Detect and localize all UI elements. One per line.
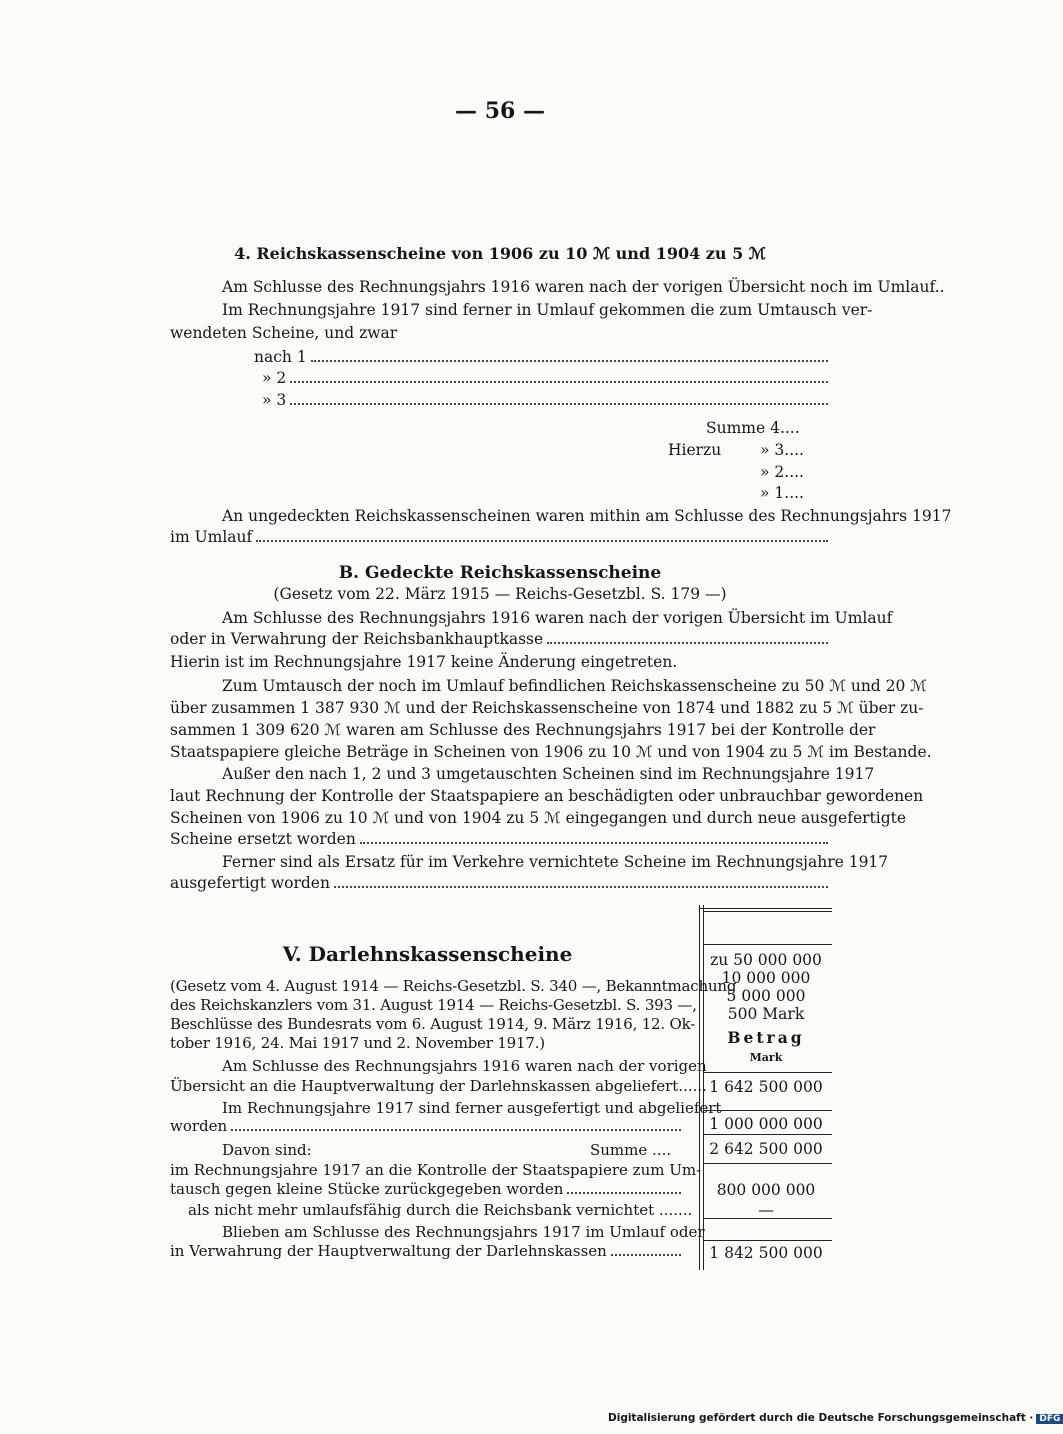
- column-value-2: 1 000 000 000: [709, 1115, 823, 1133]
- section-4-item-3: » 3: [262, 391, 832, 409]
- section-4-line-2: Im Rechnungsjahre 1917 sind ferner in Umlauf gekommen die zum Umtausch ver-: [222, 301, 873, 319]
- section-4-summe: Summe 4....: [706, 419, 800, 437]
- section-b-p3-line-4: Staatspapiere gleiche Beträge in Scheinen von 1906 zu 10 ℳ und von 1904 zu 5 ℳ im Bestande.: [170, 743, 932, 761]
- column-denom-3: 5 000 000: [726, 987, 806, 1005]
- section-v-r5-line-2: in Verwahrung der Hauptverwaltung der Darlehnskassen: [170, 1242, 685, 1260]
- section-b-p3-line-1: Zum Umtausch der noch im Umlauf befindlichen Reichskassenscheine zu 50 ℳ und 20 ℳ: [222, 677, 927, 695]
- column-betrag-header: Betrag: [727, 1028, 805, 1047]
- table-top-rule-2: [704, 911, 832, 912]
- section-b-law: (Gesetz vom 22. März 1915 — Reichs-Gesetzbl. S. 179 —): [273, 585, 727, 603]
- section-4-line-1: Am Schlusse des Rechnungsjahrs 1916 waren nach der vorigen Übersicht noch im Umlauf..: [222, 278, 945, 296]
- section-b-p5-line-1: Ferner sind als Ersatz für im Verkehre vernichtete Scheine im Rechnungsjahre 1917: [222, 853, 889, 871]
- section-b-p2: Hierin ist im Rechnungsjahre 1917 keine Änderung eingetreten.: [170, 653, 678, 671]
- section-4-ungedeckt-line-1: An ungedeckten Reichskassenscheinen waren mithin am Schlusse des Rechnungsjahrs 1917: [222, 507, 952, 525]
- table-row-rule-5: [704, 1240, 832, 1241]
- section-4-item-2: » 2: [262, 369, 832, 387]
- section-v-law-2: des Reichskanzlers vom 31. August 1914 — Reichs-Gesetzbl. S. 393 —,: [170, 996, 697, 1014]
- section-b-p1-line-2: oder in Verwahrung der Reichsbankhauptkasse: [170, 630, 832, 648]
- section-b-p3-line-2: über zusammen 1 387 930 ℳ und der Reichskassenscheine von 1874 und 1882 zu 5 ℳ über zu-: [170, 699, 924, 717]
- column-denom-4: 500 Mark: [727, 1005, 805, 1023]
- section-v-r1-line-2: Übersicht an die Hauptverwaltung der Darlehnskassen abgeliefert......: [170, 1077, 707, 1095]
- section-v-title: V. Darlehnskassenscheine: [282, 942, 573, 966]
- section-v-law-3: Beschlüsse des Bundesrats vom 6. August 1914, 9. März 1916, 12. Ok-: [170, 1015, 696, 1033]
- section-v-law-1: (Gesetz vom 4. August 1914 — Reichs-Gesetzbl. S. 340 —, Bekanntmachung: [170, 977, 737, 995]
- dfg-logo: DFG: [1036, 1414, 1063, 1424]
- column-denom-2: 10 000 000: [721, 969, 811, 987]
- section-v-r2-line-2: worden: [170, 1117, 685, 1135]
- section-4-ungedeckt-line-2: im Umlauf: [170, 528, 832, 546]
- table-header-rule: [704, 944, 832, 945]
- section-b-p4-line-4: Scheine ersetzt worden: [170, 830, 832, 848]
- column-value-3: 2 642 500 000: [709, 1140, 823, 1158]
- section-v-r5-line-1: Blieben am Schlusse des Rechnungsjahrs 1917 im Umlauf oder: [222, 1223, 705, 1241]
- table-top-rule: [699, 908, 832, 909]
- section-4-title: 4. Reichskassenscheine von 1906 zu 10 ℳ und 1904 zu 5 ℳ: [234, 244, 766, 263]
- section-b-p4-line-2: laut Rechnung der Kontrolle der Staatspapiere an beschädigten oder unbrauchbar gewordenen: [170, 787, 924, 805]
- column-value-6: 1 842 500 000: [709, 1244, 823, 1262]
- column-value-5: —: [758, 1201, 774, 1219]
- section-4-hierzu-label: Hierzu: [668, 441, 722, 459]
- section-b-title: B. Gedeckte Reichskassenscheine: [338, 563, 662, 583]
- column-denom-1: zu 50 000 000: [710, 951, 822, 969]
- table-betrag-rule: [704, 1072, 832, 1073]
- section-v-r3-line-2: tausch gegen kleine Stücke zurückgegeben worden: [170, 1180, 685, 1198]
- footer-credit: Digitalisierung gefördert durch die Deutsche Forschungsgemeinschaft · DFG: [608, 1412, 1063, 1424]
- section-b-p4-line-3: Scheinen von 1906 zu 10 ℳ und von 1904 zu 5 ℳ eingegangen und durch neue ausgefertigte: [170, 809, 907, 827]
- section-4-hierzu-3: » 3....: [760, 441, 804, 459]
- section-v-davon: Davon sind:: [222, 1141, 312, 1159]
- column-value-1: 1 642 500 000: [709, 1078, 823, 1096]
- section-v-r2-line-1: Im Rechnungsjahre 1917 sind ferner ausgefertigt und abgeliefert: [222, 1099, 722, 1117]
- section-v-r1-line-1: Am Schlusse des Rechnungsjahrs 1916 waren nach der vorigen: [222, 1057, 707, 1075]
- section-b-p3-line-3: sammen 1 309 620 ℳ waren am Schlusse des Rechnungsjahrs 1917 bei der Kontrolle der: [170, 721, 876, 739]
- section-b-p5-line-2: ausgefertigt worden: [170, 874, 832, 892]
- section-b-p1-line-1: Am Schlusse des Rechnungsjahrs 1916 waren nach der vorigen Übersicht im Umlauf: [222, 609, 893, 627]
- column-mark-unit: Mark: [749, 1051, 783, 1064]
- section-4-hierzu-2: » 2....: [760, 463, 804, 481]
- section-v-law-4: tober 1916, 24. Mai 1917 und 2. November 1917.): [170, 1034, 545, 1052]
- section-4-line-3: wendeten Scheine, und zwar: [170, 324, 398, 342]
- section-4-item-1: nach 1: [254, 348, 832, 366]
- page-number: — 56 —: [455, 98, 545, 124]
- table-row-rule-3: [704, 1163, 832, 1164]
- table-row-rule-1: [704, 1110, 832, 1111]
- section-4-hierzu-1: » 1....: [760, 484, 804, 502]
- column-value-4: 800 000 000: [716, 1181, 816, 1199]
- section-v-r4: als nicht mehr umlaufsfähig durch die Reichsbank vernichtet .......: [188, 1201, 693, 1219]
- section-b-p4-line-1: Außer den nach 1, 2 und 3 umgetauschten Scheinen sind im Rechnungsjahre 1917: [222, 765, 875, 783]
- section-v-summe: Summe ....: [590, 1141, 672, 1159]
- section-v-r3-line-1: im Rechnungsjahre 1917 an die Kontrolle der Staatspapiere zum Um-: [170, 1161, 702, 1179]
